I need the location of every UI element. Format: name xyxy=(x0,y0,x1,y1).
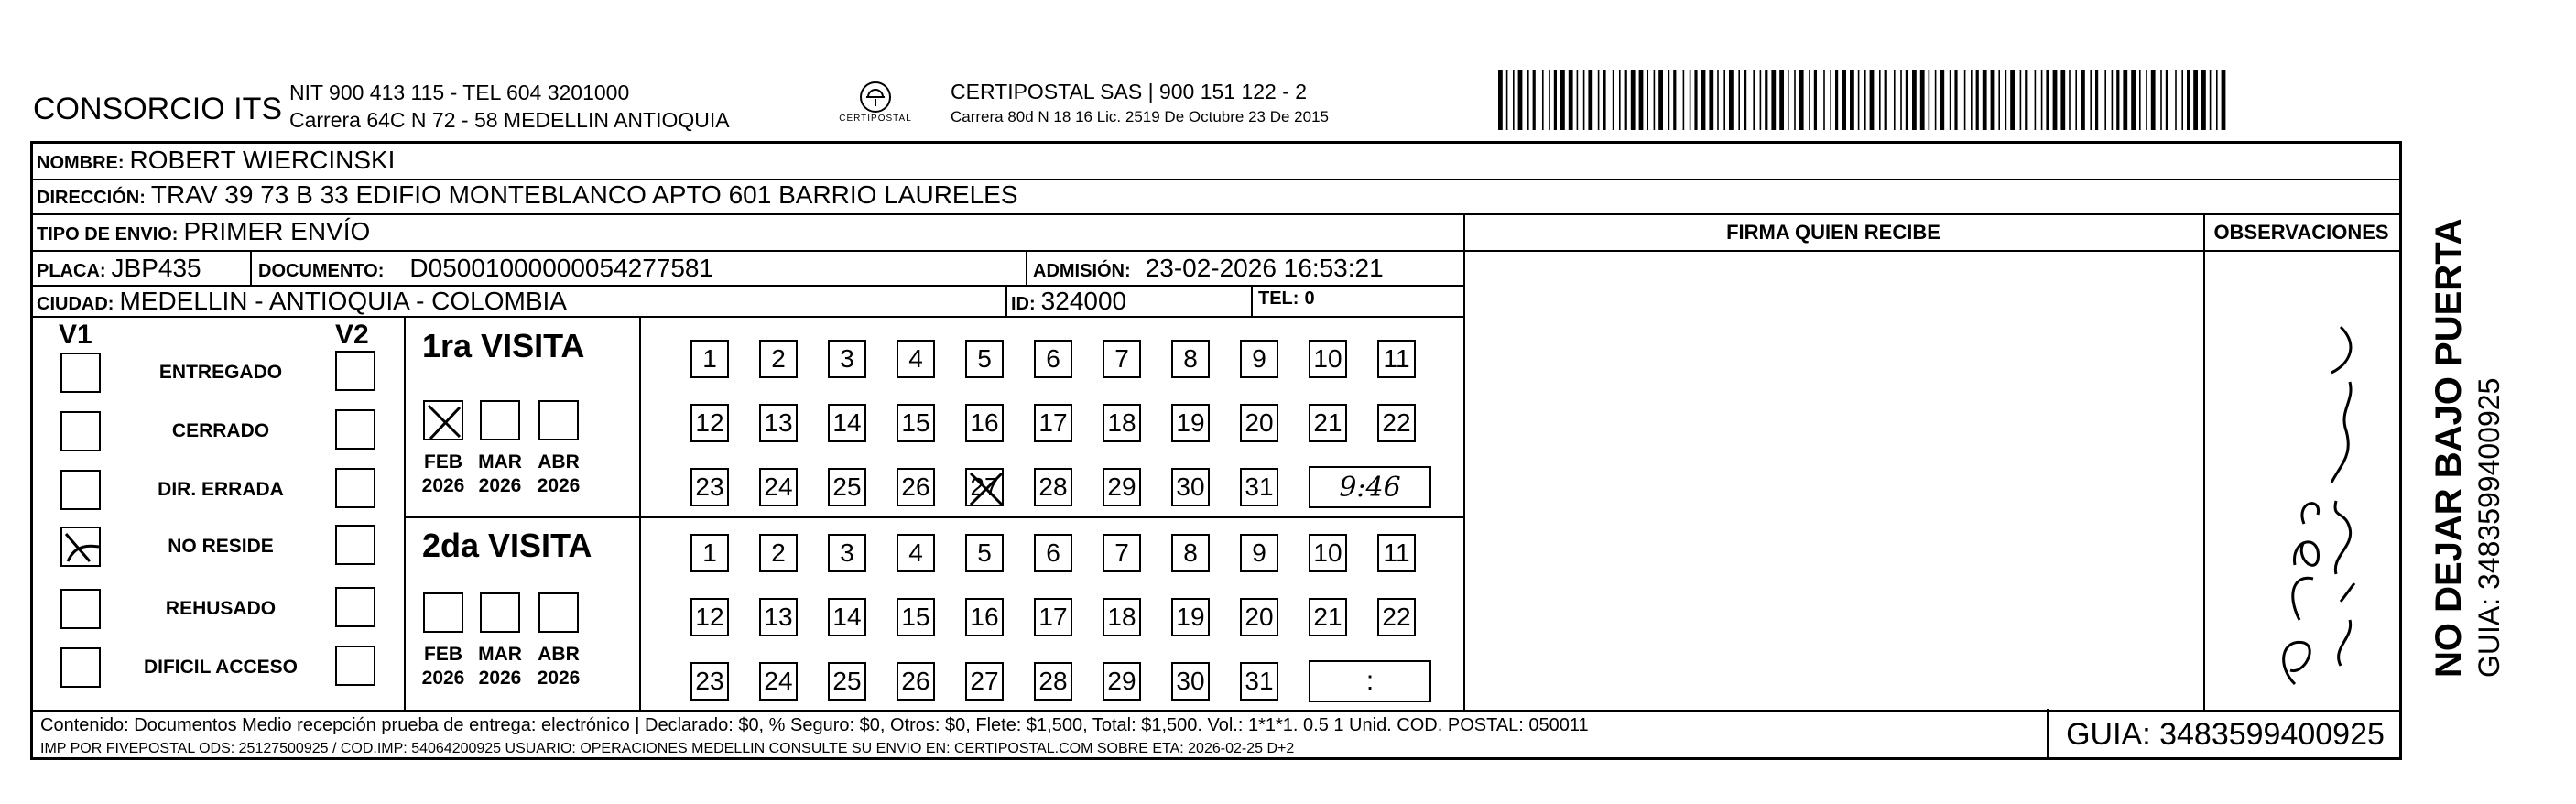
month-year: 2026 xyxy=(478,475,522,496)
status-label: ENTREGADO xyxy=(158,362,283,383)
company-name: CONSORCIO ITS xyxy=(33,92,283,126)
direccion-field xyxy=(37,180,1018,210)
barcode-bar xyxy=(2075,70,2077,130)
barcode-bar xyxy=(1830,70,1831,130)
barcode-bar xyxy=(1794,70,1796,130)
day-box[interactable]: 16 xyxy=(965,598,1004,636)
barcode-bar xyxy=(1694,70,1697,130)
placa-label: PLACA: xyxy=(37,261,106,281)
barcode-bar xyxy=(1542,70,1544,130)
v2-checkbox[interactable] xyxy=(335,409,375,450)
barcode-bar xyxy=(1950,70,1951,130)
barcode-bar xyxy=(1858,70,1860,130)
barcode-bar xyxy=(1673,70,1676,130)
month-label xyxy=(473,643,527,690)
day-box[interactable]: 22 xyxy=(1377,404,1416,442)
tel-value: 0 xyxy=(1304,288,1315,309)
day-number: 27 xyxy=(970,473,999,501)
barcode-bar xyxy=(1701,70,1706,130)
day-box[interactable]: 8 xyxy=(1171,340,1210,378)
certipostal-info xyxy=(951,79,1329,130)
barcode-bar xyxy=(1738,70,1740,130)
ciudad-label: CIUDAD: xyxy=(37,294,114,314)
documento-label: DOCUMENTO: xyxy=(258,261,385,281)
barcode-bar xyxy=(2201,70,2206,130)
day-box[interactable]: 1 xyxy=(690,340,729,378)
month-name: MAR xyxy=(478,451,522,473)
barcode-bar xyxy=(1954,70,1957,130)
day-box[interactable]: 24 xyxy=(759,662,798,701)
day-box[interactable]: 26 xyxy=(897,662,935,701)
v1-label: V1 xyxy=(59,320,92,350)
barcode-bar xyxy=(1549,70,1550,130)
logo-wordmark: CERTIPOSTAL xyxy=(839,114,912,124)
day-box[interactable]: 21 xyxy=(1309,404,1347,442)
barcode-bar xyxy=(1823,70,1825,130)
barcode-bar xyxy=(1864,70,1866,130)
barcode-bar xyxy=(1625,70,1627,130)
barcode-bar xyxy=(1723,70,1725,130)
admision-field xyxy=(1033,254,1384,283)
barcode-bar xyxy=(1577,70,1579,130)
barcode-bar xyxy=(1560,70,1565,130)
barcode-bar xyxy=(1518,70,1523,130)
month-label xyxy=(473,451,527,498)
day-box[interactable]: 25 xyxy=(828,662,866,701)
barcode-bar xyxy=(2193,70,2198,130)
direccion-value: TRAV 39 73 B 33 EDIFIO MONTEBLANCO APTO 601 BARRIO LAURELES xyxy=(150,180,1018,209)
barcode-bar xyxy=(2123,70,2127,130)
barcode-bar xyxy=(1619,70,1621,130)
day-box[interactable]: 2 xyxy=(759,340,798,378)
barcode-bar xyxy=(1654,70,1656,130)
barcode-bar xyxy=(2151,70,2156,130)
handwritten-observation-icon xyxy=(2267,299,2368,702)
day-box[interactable]: 10 xyxy=(1309,534,1347,572)
barcode-bar xyxy=(1760,70,1762,130)
barcode-bar xyxy=(1668,70,1670,130)
day-box[interactable]: 8 xyxy=(1171,534,1210,572)
day-box[interactable]: 29 xyxy=(1103,662,1141,701)
month-checkbox[interactable] xyxy=(538,400,579,440)
barcode-bar xyxy=(1971,70,1973,130)
day-box[interactable]: 11 xyxy=(1377,340,1416,378)
day-box[interactable]: 7 xyxy=(1103,534,1141,572)
tel-label: TEL: xyxy=(1258,288,1299,309)
day-box[interactable]: 13 xyxy=(759,598,798,636)
barcode-bar xyxy=(1835,70,1838,130)
barcode-bar xyxy=(1991,70,1995,130)
month-year: 2026 xyxy=(537,475,581,496)
day-box[interactable]: 14 xyxy=(828,404,866,442)
placa-value: JBP435 xyxy=(111,254,201,282)
id-label: ID: xyxy=(1011,294,1036,314)
status-label: CERRADO xyxy=(171,420,270,441)
barcode-bar xyxy=(2010,70,2015,130)
barcode-bar xyxy=(2046,70,2049,130)
v1-checkbox[interactable] xyxy=(60,527,101,567)
barcode-bar xyxy=(2020,70,2022,130)
barcode xyxy=(1498,70,2231,130)
barcode-bar xyxy=(1717,70,1719,130)
placa-field xyxy=(37,254,201,283)
status-label: DIFICIL ACCESO xyxy=(143,657,298,678)
barcode-bar xyxy=(1885,70,1887,130)
direccion-label: DIRECCIÓN: xyxy=(37,188,146,208)
day-box[interactable]: 6 xyxy=(1034,534,1072,572)
day-box[interactable]: 30 xyxy=(1171,662,1210,701)
v1-checkbox[interactable] xyxy=(60,411,101,451)
firma-column-title: FIRMA QUIEN RECIBE xyxy=(1726,221,1940,244)
barcode-bar xyxy=(2090,70,2092,130)
day-box[interactable]: 26 xyxy=(897,468,935,506)
barcode-bar xyxy=(2095,70,2098,130)
barcode-bar xyxy=(1506,70,1508,130)
status-label: DIR. ERRADA xyxy=(158,479,284,500)
barcode-bar xyxy=(2210,70,2212,130)
day-box[interactable]: 14 xyxy=(828,598,866,636)
barcode-bar xyxy=(1498,70,1503,130)
day-box[interactable]: 10 xyxy=(1309,340,1347,378)
barcode-bar xyxy=(1799,70,1804,130)
barcode-bar xyxy=(1771,70,1776,130)
status-label: NO RESIDE xyxy=(168,536,274,557)
day-box[interactable]: 22 xyxy=(1377,598,1416,636)
barcode-bar xyxy=(1964,70,1966,130)
tipo-envio-label: TIPO DE ENVIO: xyxy=(37,224,179,244)
day-box[interactable]: 4 xyxy=(897,340,935,378)
barcode-bar xyxy=(1753,70,1755,130)
barcode-bar xyxy=(1920,70,1925,130)
day-box[interactable]: 3 xyxy=(828,534,866,572)
tel-field xyxy=(1258,288,1315,310)
month-year: 2026 xyxy=(478,668,522,689)
day-box[interactable]: 2 xyxy=(759,534,798,572)
admision-label: ADMISIÓN: xyxy=(1033,261,1131,281)
day-box[interactable]: 4 xyxy=(897,534,935,572)
day-box[interactable]: 15 xyxy=(897,598,935,636)
barcode-bar xyxy=(2139,70,2141,130)
certipostal-line: CERTIPOSTAL SAS | 900 151 122 - 2 xyxy=(951,80,1308,103)
day-box[interactable]: 11 xyxy=(1377,534,1416,572)
ciudad-value: MEDELLIN - ANTIOQUIA - COLOMBIA xyxy=(119,287,567,315)
documento-value: D05001000000054277581 xyxy=(409,254,714,282)
barcode-bar xyxy=(1513,70,1515,130)
certipostal-address: Carrera 80d N 18 16 Lic. 2519 De Octubre 23 De 2015 xyxy=(951,108,1329,125)
v1-checkbox[interactable] xyxy=(60,647,101,688)
v2-checkbox[interactable] xyxy=(335,646,375,686)
barcode-bar xyxy=(2035,70,2037,130)
barcode-bar xyxy=(1639,70,1644,130)
tipo-envio-value: PRIMER ENVÍO xyxy=(183,217,371,245)
barcode-bar xyxy=(2104,70,2106,130)
day-box[interactable]: 18 xyxy=(1103,598,1141,636)
month-name: ABR xyxy=(538,451,580,473)
day-box[interactable]: 20 xyxy=(1240,404,1278,442)
v2-checkbox[interactable] xyxy=(335,351,375,391)
barcode-bar xyxy=(1779,70,1784,130)
check-mark-icon xyxy=(62,528,103,569)
barcode-bar xyxy=(1613,70,1614,130)
day-box[interactable]: 28 xyxy=(1034,662,1072,701)
barcode-bar xyxy=(1935,70,1937,130)
documento-field xyxy=(258,254,713,283)
day-box[interactable]: 27 xyxy=(965,662,1004,701)
status-label: REHUSADO xyxy=(165,598,277,619)
day-box[interactable]: 31 xyxy=(1240,662,1278,701)
barcode-bar xyxy=(1690,70,1691,130)
barcode-bar xyxy=(1850,70,1854,130)
delivery-form-frame xyxy=(30,141,2402,760)
day-box[interactable]: 7 xyxy=(1103,340,1141,378)
company-address: Carrera 64C N 72 - 58 MEDELLIN ANTIOQUIA xyxy=(289,108,730,132)
month-year: 2026 xyxy=(421,475,465,496)
day-box[interactable]: 25 xyxy=(828,468,866,506)
barcode-bar xyxy=(2112,70,2114,130)
barcode-bar xyxy=(2116,70,2119,130)
v2-label: V2 xyxy=(335,320,369,350)
ciudad-field xyxy=(37,287,567,316)
observaciones-column-title: OBSERVACIONES xyxy=(2213,221,2389,244)
month-year: 2026 xyxy=(421,668,465,689)
barcode-bar xyxy=(1598,70,1600,130)
barcode-bar xyxy=(2222,70,2226,130)
barcode-bar xyxy=(1603,70,1605,130)
day-box[interactable]: 20 xyxy=(1240,598,1278,636)
month-checkbox[interactable] xyxy=(480,400,520,440)
barcode-bar xyxy=(2187,70,2190,130)
barcode-bar xyxy=(1842,70,1846,130)
barcode-bar xyxy=(2069,70,2071,130)
v2-checkbox[interactable] xyxy=(335,468,375,508)
day-box[interactable]: 6 xyxy=(1034,340,1072,378)
day-box[interactable]: 24 xyxy=(759,468,798,506)
nombre-value: ROBERT WIERCINSKI xyxy=(129,146,396,174)
barcode-bar xyxy=(1744,70,1746,130)
barcode-bar xyxy=(2005,70,2007,130)
barcode-bar xyxy=(2175,70,2177,130)
day-box[interactable]: 19 xyxy=(1171,404,1210,442)
barcode-bar xyxy=(1788,70,1789,130)
first-visit-time-box[interactable]: 9:46 xyxy=(1309,466,1431,508)
barcode-bar xyxy=(1765,70,1767,130)
barcode-bar xyxy=(1998,70,2000,130)
barcode-bar xyxy=(1647,70,1648,130)
barcode-bar xyxy=(1906,70,1908,130)
day-box[interactable]: 23 xyxy=(690,662,729,701)
day-box[interactable]: 28 xyxy=(1034,468,1072,506)
day-box[interactable]: 29 xyxy=(1103,468,1141,506)
barcode-bar xyxy=(1588,70,1592,130)
barcode-bar xyxy=(2131,70,2136,130)
barcode-bar xyxy=(1554,70,1557,130)
nombre-field xyxy=(37,146,395,175)
barcode-bar xyxy=(1583,70,1585,130)
month-name: FEB xyxy=(424,644,462,665)
v1-checkbox[interactable] xyxy=(60,470,101,510)
day-box[interactable]: 23 xyxy=(690,468,729,506)
barcode-bar xyxy=(1894,70,1896,130)
company-contact xyxy=(289,79,730,134)
month-label xyxy=(531,451,586,498)
barcode-bar xyxy=(1940,70,1944,130)
day-box[interactable]: 12 xyxy=(690,404,729,442)
day-box[interactable]: 17 xyxy=(1034,404,1072,442)
barcode-bar xyxy=(2081,70,2085,130)
month-checkbox[interactable] xyxy=(480,592,520,633)
barcode-bar xyxy=(2025,70,2027,130)
month-checkbox[interactable] xyxy=(423,400,463,440)
v1-checkbox[interactable] xyxy=(60,353,101,393)
id-field xyxy=(1011,287,1126,316)
month-name: FEB xyxy=(424,451,462,473)
barcode-bar xyxy=(2166,70,2168,130)
guia-number: GUIA: 3483599400925 xyxy=(2047,709,2402,760)
barcode-bar xyxy=(1527,70,1529,130)
month-name: MAR xyxy=(478,644,522,665)
barcode-bar xyxy=(1809,70,1810,130)
month-checkbox[interactable] xyxy=(538,592,579,633)
barcode-bar xyxy=(1814,70,1817,130)
day-box[interactable]: 16 xyxy=(965,404,1004,442)
day-box[interactable]: 15 xyxy=(897,404,935,442)
barcode-bar xyxy=(1569,70,1573,130)
barcode-bar xyxy=(2216,70,2218,130)
month-name: ABR xyxy=(538,644,580,665)
day-box[interactable]: 13 xyxy=(759,404,798,442)
month-checkbox[interactable] xyxy=(423,592,463,633)
month-label xyxy=(416,643,471,690)
tipo-envio-field xyxy=(37,217,370,246)
barcode-bar xyxy=(1658,70,1663,130)
barcode-bar xyxy=(1929,70,1930,130)
barcode-bar xyxy=(1870,70,1875,130)
day-box[interactable]: 12 xyxy=(690,598,729,636)
admision-value: 23-02-2026 16:53:21 xyxy=(1145,254,1384,282)
barcode-bar xyxy=(1709,70,1713,130)
no-dejar-bajo-puerta: NO DEJAR BAJO PUERTA xyxy=(2429,218,2469,678)
barcode-bar xyxy=(2160,70,2162,130)
day-box[interactable]: 5 xyxy=(965,340,1004,378)
barcode-bar xyxy=(2053,70,2058,130)
day-box[interactable]: 5 xyxy=(965,534,1004,572)
nombre-label: NOMBRE: xyxy=(37,153,125,173)
day-box[interactable]: 9 xyxy=(1240,534,1278,572)
day-box[interactable]: 21 xyxy=(1309,598,1347,636)
month-label xyxy=(416,451,471,498)
day-box[interactable]: 1 xyxy=(690,534,729,572)
check-mark-icon xyxy=(967,470,1005,508)
barcode-bar xyxy=(1729,70,1734,130)
month-year: 2026 xyxy=(537,668,581,689)
day-box[interactable]: 18 xyxy=(1103,404,1141,442)
month-label xyxy=(531,643,586,690)
barcode-bar xyxy=(2181,70,2183,130)
barcode-bar xyxy=(1912,70,1917,130)
barcode-bar xyxy=(2146,70,2147,130)
side-guia-number: GUIA: 3483599400925 xyxy=(2473,377,2505,678)
v2-checkbox[interactable] xyxy=(335,587,375,627)
day-box[interactable]: 17 xyxy=(1034,598,1072,636)
v2-checkbox[interactable] xyxy=(335,525,375,565)
barcode-bar xyxy=(2060,70,2065,130)
second-visit-title: 2da VISITA xyxy=(422,527,592,564)
check-mark-icon xyxy=(425,402,465,442)
barcode-bar xyxy=(1533,70,1536,130)
nit-line: NIT 900 413 115 - TEL 604 3201000 xyxy=(289,81,630,104)
barcode-bar xyxy=(1631,70,1636,130)
first-visit-title: 1ra VISITA xyxy=(422,327,585,364)
side-note xyxy=(2427,165,2507,678)
id-value: 324000 xyxy=(1040,287,1127,315)
v1-checkbox[interactable] xyxy=(60,589,101,629)
barcode-bar xyxy=(1983,70,1987,130)
footer-impresion: IMP POR FIVEPOSTAL ODS: 25127500925 / COD.IMP: 54064200925 USUARIO: OPERACIONES MEDELLIN CONSULTE SU ENVIO EN: CERTIPOSTAL.COM SOBRE ETA: 2026-02-25 D+2 xyxy=(40,741,1295,756)
barcode-bar xyxy=(1683,70,1685,130)
barcode-bar xyxy=(1900,70,1902,130)
day-box[interactable]: 9 xyxy=(1240,340,1278,378)
footer-contenido: Contenido: Documentos Medio recepción prueba de entrega: electrónico | Declarado: $0, % Seguro: $0, Otros: $0, Flete: $1,500, Total: $1,500. Vol.: 1*1*1. 0.5 1 Unid. COD. POSTAL: 050011 xyxy=(40,715,1589,735)
day-box[interactable]: 19 xyxy=(1171,598,1210,636)
second-visit-time-box[interactable]: : xyxy=(1309,660,1431,702)
barcode-bar xyxy=(1976,70,1979,130)
day-box[interactable] xyxy=(965,468,1004,506)
day-box[interactable]: 30 xyxy=(1171,468,1210,506)
day-box[interactable]: 31 xyxy=(1240,468,1278,506)
day-box[interactable]: 3 xyxy=(828,340,866,378)
barcode-bar xyxy=(2041,70,2043,130)
barcode-bar xyxy=(1879,70,1881,130)
